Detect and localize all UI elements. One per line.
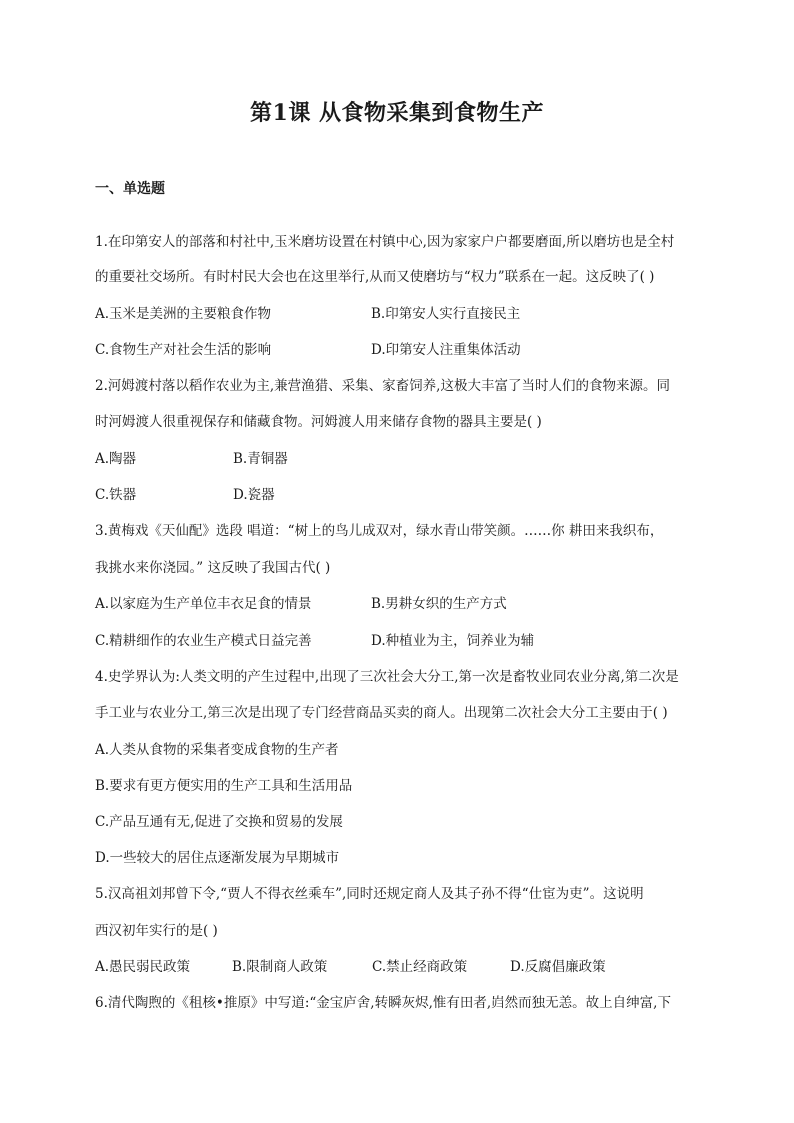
question-4-option-c[interactable]: C.产品互通有无,促进了交换和贸易的发展 (95, 814, 343, 830)
question-2-option-d[interactable]: D.瓷器 (233, 487, 275, 503)
question-1-line-1: 1.在印第安人的部落和村社中,玉米磨坊设置在村镇中心,因为家家户户都要磨面,所以磨坊也是全村 (95, 234, 675, 250)
question-3-option-d[interactable]: D.种植业为主，饲养业为辅 (371, 633, 535, 649)
question-5-option-a[interactable]: A.愚民弱民政策 (95, 959, 191, 975)
question-2-option-c[interactable]: C.铁器 (95, 487, 137, 503)
question-2-line-1: 2.河姆渡村落以稻作农业为主,兼营渔猎、采集、家畜饲养,这极大丰富了当时人们的食物来源。同 (95, 378, 670, 394)
question-3-line-1: 3.黄梅戏《天仙配》选段 唱道：“树上的鸟儿成双对，绿水青山带笑颜。……你 耕田来我织布， (95, 523, 664, 539)
question-2-option-a[interactable]: A.陶器 (95, 451, 137, 467)
question-4-option-b[interactable]: B.要求有更方便实用的生产工具和生活用品 (95, 778, 353, 794)
question-3-option-c[interactable]: C.精耕细作的农业生产模式日益完善 (95, 633, 312, 649)
question-4-option-d[interactable]: D.一些较大的居住点逐渐发展为早期城市 (95, 850, 340, 866)
question-6-line-1: 6.清代陶煦的《租核•推原》中写道:“金宝庐舍,转瞬灰烬,惟有田者,岿然而独无恙。故上自绅富,下 (95, 995, 671, 1011)
question-1-option-a[interactable]: A.玉米是美洲的主要粮食作物 (95, 306, 272, 322)
question-5-option-c[interactable]: C.禁止经商政策 (372, 959, 468, 975)
question-3-option-a[interactable]: A.以家庭为生产单位丰衣足食的情景 (95, 596, 312, 612)
question-2-option-b[interactable]: B.青铜器 (233, 451, 288, 467)
question-2-line-2: 时河姆渡人很重视保存和储藏食物。河姆渡人用来储存食物的器具主要是( ) (95, 414, 542, 430)
question-4-option-a[interactable]: A.人类从食物的采集者变成食物的生产者 (95, 742, 339, 758)
question-1-line-2: 的重要社交场所。有时村民大会也在这里举行,从而又使磨坊与“权力”联系在一起。这反映了( ) (95, 269, 655, 285)
question-4-line-1: 4.史学界认为:人类文明的产生过程中,出现了三次社会大分工,第一次是畜牧业同农业分离,第二次是 (95, 669, 679, 685)
question-3-option-b[interactable]: B.男耕女织的生产方式 (371, 596, 507, 612)
question-5-option-b[interactable]: B.限制商人政策 (232, 959, 328, 975)
question-5-line-2: 西汉初年实行的是( ) (95, 923, 218, 939)
page-title: 第1课 从食物采集到食物生产 (250, 100, 544, 126)
question-5-option-d[interactable]: D.反腐倡廉政策 (510, 959, 606, 975)
question-1-option-d[interactable]: D.印第安人注重集体活动 (371, 342, 521, 358)
question-1-option-c[interactable]: C.食物生产对社会生活的影响 (95, 342, 272, 358)
section-heading: 一、单选题 (95, 181, 165, 197)
question-3-line-2: 我挑水来你浇园。” 这反映了我国古代( ) (95, 560, 331, 576)
question-1-option-b[interactable]: B.印第安人实行直接民主 (371, 306, 521, 322)
question-5-line-1: 5.汉高祖刘邦曾下令,“贾人不得衣丝乘车”,同时还规定商人及其子孙不得“仕宦为吏”。这说明 (95, 886, 644, 902)
question-4-line-2: 手工业与农业分工,第三次是出现了专门经营商品买卖的商人。出现第二次社会大分工主要由于( ) (95, 705, 668, 721)
